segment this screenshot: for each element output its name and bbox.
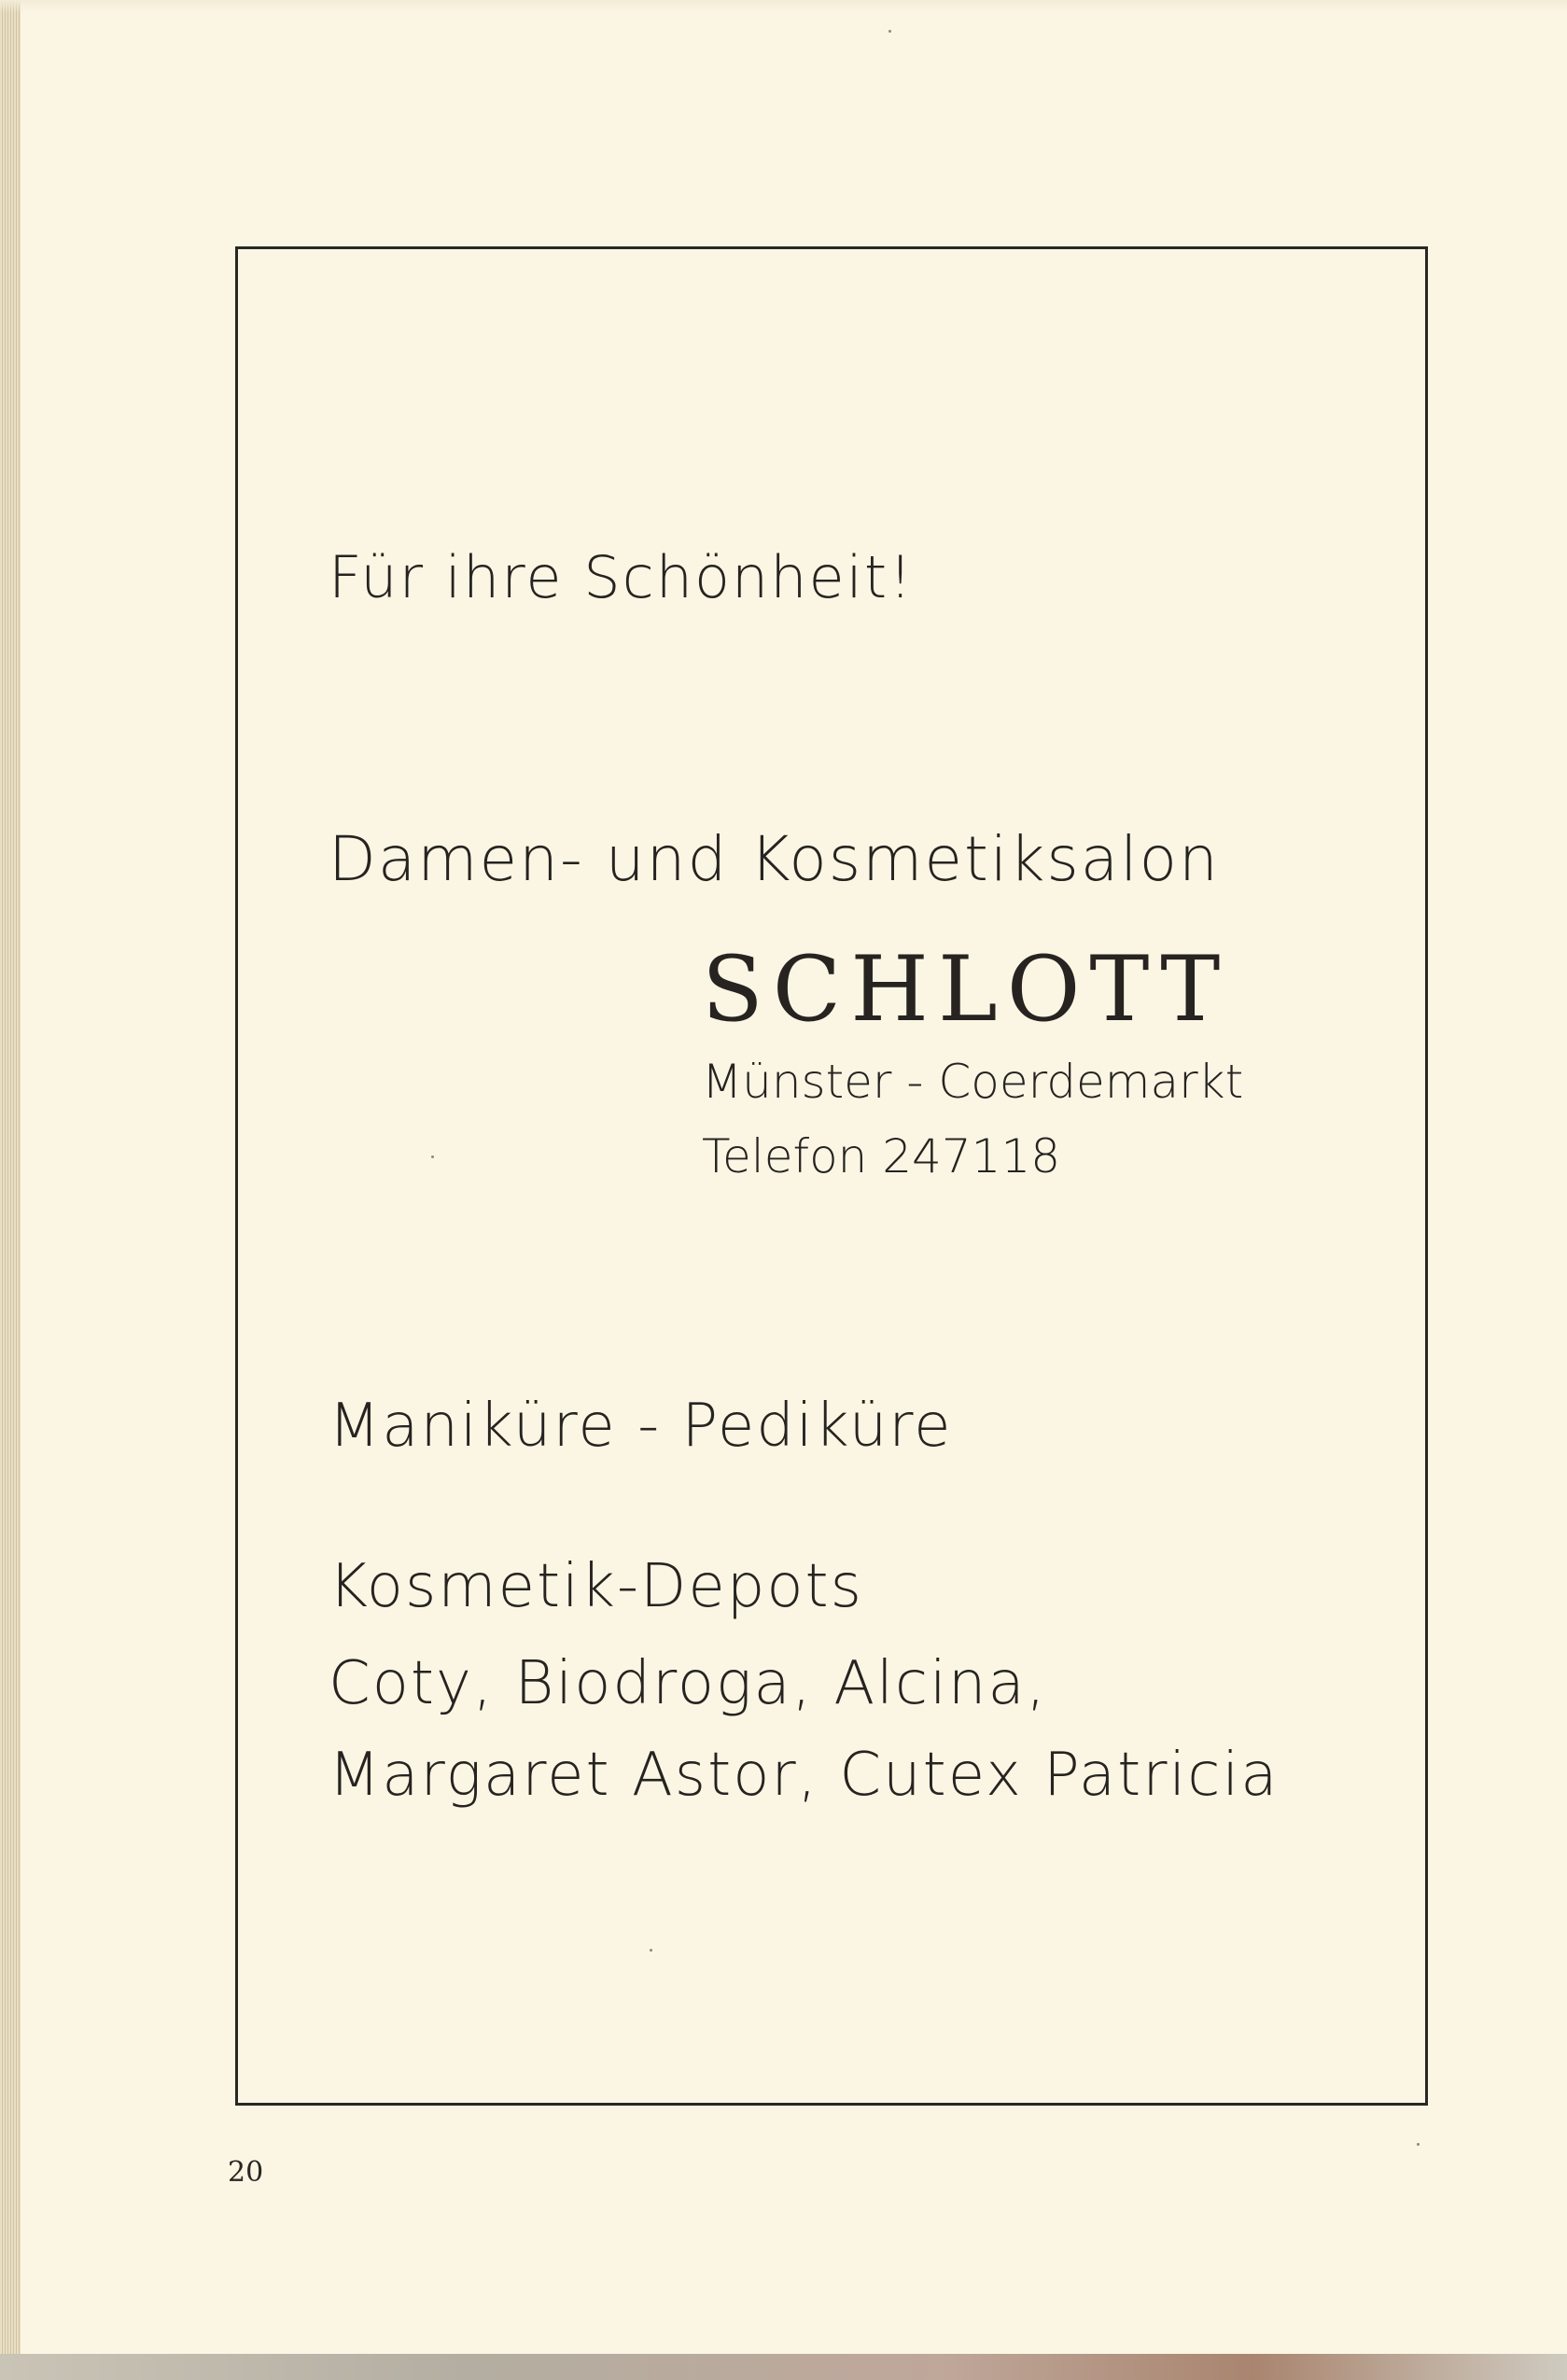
paper-speck [431,1155,434,1158]
depots-title: Kosmetik-Depots [329,1552,863,1621]
headline: Für ihre Schönheit! [329,543,915,611]
salon-name: SCHLOTT [702,937,1230,1042]
page-top-edge [0,0,1567,13]
brands-line-2: Margaret Astor, Cutex Patricia [329,1741,1280,1810]
services: Maniküre - Pediküre [329,1392,953,1461]
salon-address: Münster - Coerdemarkt [702,1055,1244,1109]
brands-line-1: Coty, Biodroga, Alcina, [329,1649,1047,1718]
salon-phone: Telefon 247118 [702,1129,1061,1183]
paper-speck [888,30,891,33]
paper-speck [1417,2143,1420,2146]
salon-type: Damen- und Kosmetiksalon [329,823,1220,895]
scan-bottom-edge [0,2354,1567,2380]
paper-speck [650,1949,652,1952]
page-number: 20 [228,2156,264,2189]
page-edges [0,0,21,2380]
